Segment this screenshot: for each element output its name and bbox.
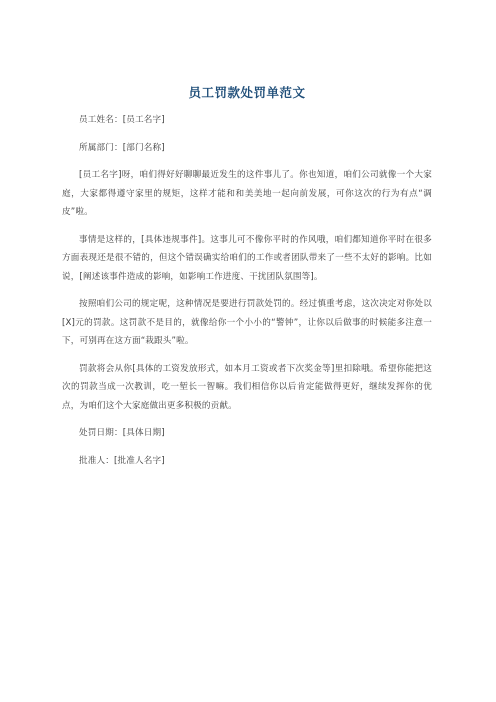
department-line: 所属部门：[部门名称]	[79, 142, 165, 153]
paragraph-deduction: 罚款将会从你[具体的工资发放形式，如本月工资或者下次奖金等]里扣除哦。希望你能把这次的罚款当成一次教训，吃一堑长一智嘛。我们相信你以后肯定能做得更好，继续发挥你的优点，为咱们这个大家庭做出更多积极的贡献。	[62, 363, 432, 411]
punish-date-line: 处罚日期：[具体日期]	[79, 428, 165, 438]
paragraph-opening: [员工名字]呀，咱们得好好聊聊最近发生的这件事儿了。你也知道，咱们公司就像一个大家庭，大家都得遵守家里的规矩，这样才能和和美美地一起向前发展，可你这次的行为有点“调皮”啦。	[62, 170, 432, 217]
paragraph-penalty: 按照咱们公司的规定呢，这种情况是要进行罚款处罚的。经过慎重考虑，这次决定对你处以[X]元的罚款。这罚款不是目的，就像给你一个小小的“警钟”，让你以后做事的时候能多注意一下，可别再在这方面“栽跟头”啦。	[62, 299, 432, 346]
paragraph-incident: 事情是这样的，[具体违规事件]。这事儿可不像你平时的作风哦，咱们都知道你平时在很多方面表现还是很不错的，但这个错误确实给咱们的工作或者团队带来了一些不太好的影响。比如说，[阐述该事件造成的影响，如影响工作进度、干扰团队氛围等]。	[62, 234, 432, 282]
document-page	[62, 84, 432, 479]
employee-name-line: 员工姓名：[员工名字]	[79, 115, 165, 125]
approver-line: 批准人：[批准人名字]	[79, 455, 165, 466]
document-title: 员工罚款处罚单范文	[188, 85, 306, 100]
